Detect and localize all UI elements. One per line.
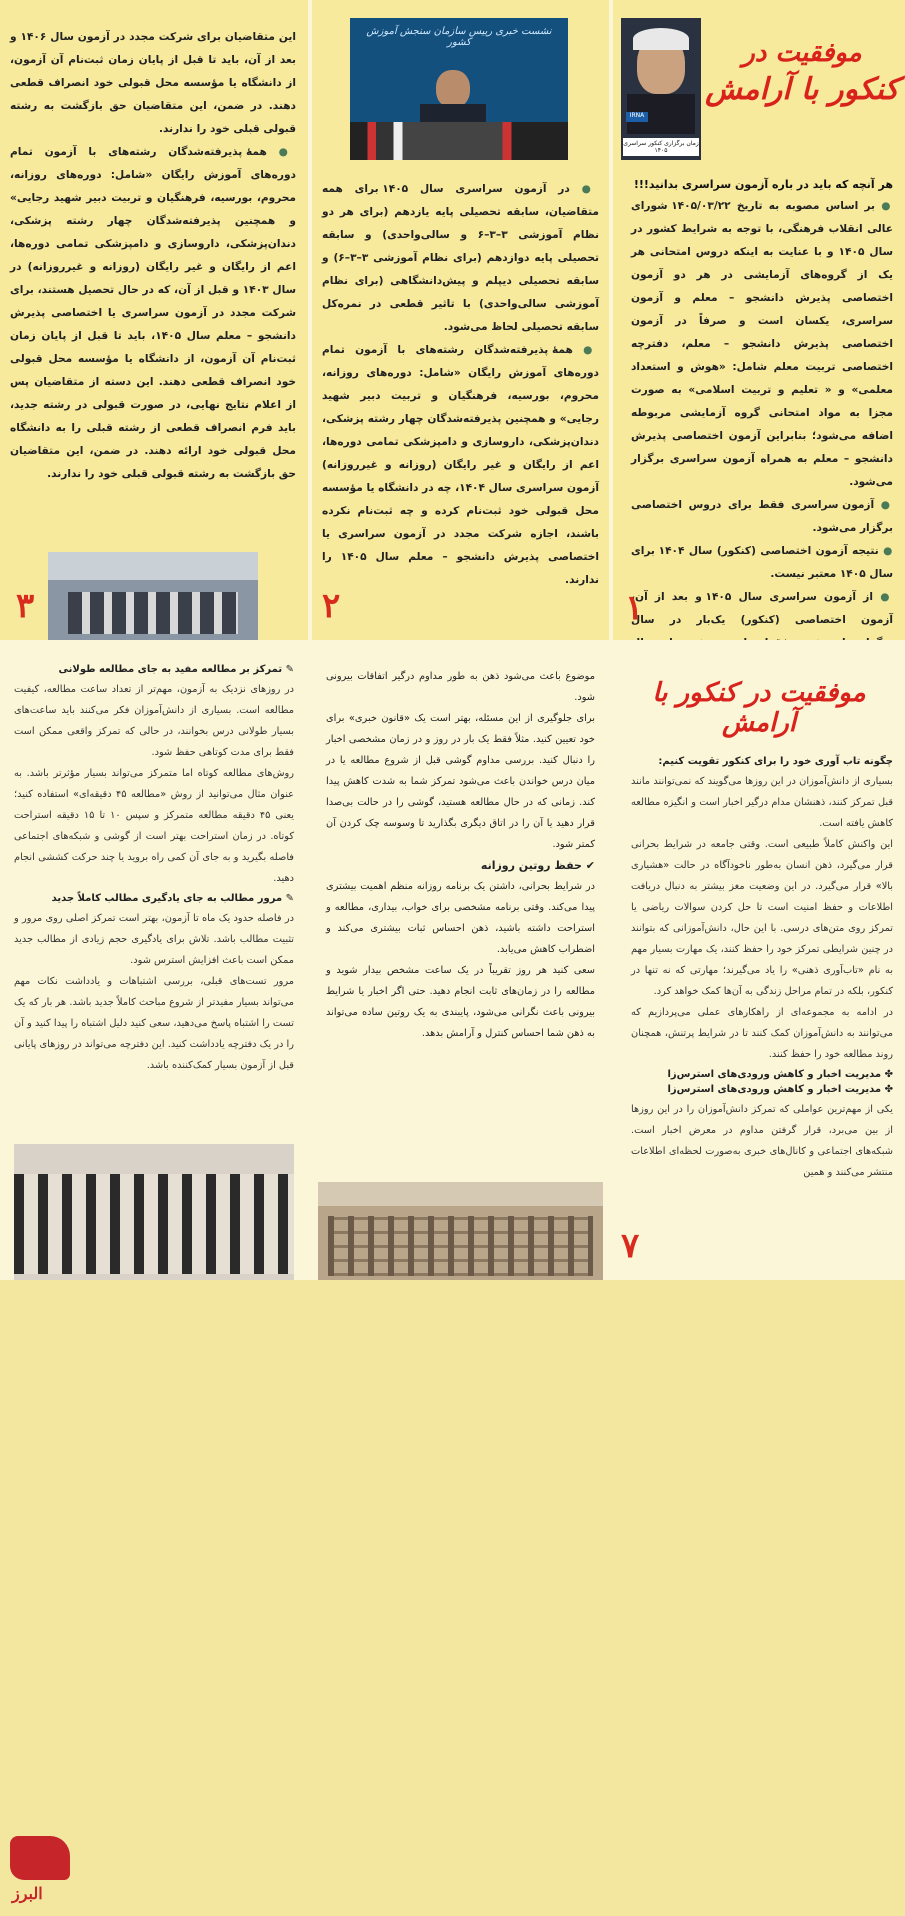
- paragraph: ● نتیجه آزمون اختصاصی (کنکور) سال ۱۴۰۴ برای سال ۱۴۰۵ معتبر نیست.: [631, 545, 894, 580]
- title-line-1: موفقیت در: [742, 38, 862, 68]
- section-heading: ✎ تمرکز بر مطالعه مفید به جای مطالعه طولانی: [58, 664, 294, 675]
- desk-rows: [328, 1216, 593, 1276]
- paragraph: برای جلوگیری از این مسئله، بهتر است یک «قانون خبری» برای خود تعیین کنید. مثلاً فقط یک بار در روز و در زمان مشخصی اخبار را دنبال کنید. بررسی مداوم گوشی قبل از شروع مطالعه یا در میان درس خواندن باعث می‌شود تمرکز شما به شدت کاهش پیدا کند. زمانی که در حال مطالعه هستید، گوشی را در حالت بی‌صدا قرار دهید یا آن را در اتاق دیگری بگذارید تا وسوسه چک کردن آن کمتر شود.: [326, 713, 595, 850]
- paragraph: ● همهٔ پذیرفته‌شدگان رشته‌های با آزمون تمام دوره‌های آموزش رایگان «شامل: دوره‌های روزانه، محروم، بورسیه، فرهنگیان و تربیت دبیر شهید رجایی» و همچنین پذیرفته‌شدگان چهار رشته پزشکی، دندان‌پزشکی، داروسازی و دامپزشکی تمامی دوره‌ها، اعم از رایگان و غیر رایگان (روزانه و غیرروزانه) در سال ۱۴۰۳ و قبل از آن، که در حال تحصیل هستند، برای شرکت مجدد در آزمون سراسری یا اختصاصی پذیرش دانشجو – معلم سال ۱۴۰۵، باید تا قبل از پایان زمان ثبت‌نام آن آزمون، از دانشگاه یا مؤسسه محل قبولی خود انصراف قطعی دهند. این دسته از متقاضیان پس از اعلام نتایج نهایی، در صورت قبولی در رشته جدید، باید فرم انصراف قطعی از رشته قبلی را به دانشگاه محل قبولی خود ارائه دهند. در ضمن، این متقاضیان حق بازگشت به رشته قبولی قبلی خود را ندارند.: [10, 146, 296, 480]
- paragraph: ● همهٔ پذیرفته‌شدگان رشته‌های با آزمون تمام دوره‌های آموزش رایگان «شامل: دوره‌های روزانه، محروم، بورسیه، فرهنگیان و تربیت دبیر شهید رجایی» و همچنین پذیرفته‌شدگان چهار رشته پزشکی، دندان‌پزشکی، داروسازی و دامپزشکی تمامی دوره‌ها، اعم از رایگان و غیر رایگان (روزانه و غیرروزانه) آزمون سراسری سال ۱۴۰۴، چه در دانشگاه یا مؤسسه محل قبولی خود ثبت‌نام کرده و چه ثبت‌نام نکرده باشند، اجازه شرکت مجدد در آزمون سراسری یا اختصاصی پذیرش دانشجو – معلم سال ۱۴۰۵ را ندارند.: [322, 344, 600, 586]
- hall-ceiling: [48, 552, 258, 580]
- paragraph: ● در آزمون سراسری سال ۱۴۰۵ برای همه متقاضیان، سابقه تحصیلی پایه یازدهم (برای هر دو نظام آموزشی ۳–۳–۶ و سالی‌واحدی) و سابقه تحصیلی پایه دوازدهم (برای نظام آموزشی ۳–۳–۶) و سابقه تحصیلی دیپلم و پیش‌دانشگاهی (برای نظام آموزشی سالی‌واحدی) با تاثیر قطعی در نمره‌کل سابقه تحصیلی لحاظ می‌شود.: [322, 183, 599, 333]
- hall-wall: [318, 1182, 603, 1206]
- students-exam-photo: [14, 1144, 294, 1280]
- poster-caption: زمان برگزاری کنکور سراسری ۱۴۰۵: [623, 140, 699, 154]
- column-5: [312, 646, 609, 1280]
- paragraph: این واکنش کاملاً طبیعی است. وقتی جامعه در شرایط بحرانی قرار می‌گیرد، ذهن انسان به‌طور ناخودآگاه در حالت «هشیاری بالا» قرار می‌گیرد. در این وضعیت مغز بیشتر به دنبال دریافت اطلاعات و حفظ امنیت است تا حل کردن سوالات ریاضی یا تمرکز روی متن‌های درسی. با این حال، دانش‌آموزانی که بتوانند در چنین شرایطی تمرکز خود را حفظ کنند، یک مهارت بسیار مهم به نام «تاب‌آوری ذهنی» را یاد می‌گیرند؛ مهارتی که نه تنها در کنکور، بلکه در تمام مراحل زندگی به آن‌ها کمک خواهد کرد.: [631, 839, 893, 997]
- paragraph: سعی کنید هر روز تقریباً در یک ساعت مشخص بیدار شوید و مطالعه را در زمان‌های ثابت انجام دهید. حتی اگر اخبار یا شرایط بیرونی باعث نگرانی می‌شود، پایبندی به یک روتین ساده می‌تواند به ذهن شما احساس کنترل و آرامش بدهد.: [326, 965, 595, 1039]
- paragraph: روش‌های مطالعه کوتاه اما متمرکز می‌تواند بسیار مؤثرتر باشد. به عنوان مثال می‌توانید از روش «مطالعه ۴۵ دقیقه‌ای» استفاده کنید؛ یعنی ۴۵ دقیقه مطالعه متمرکز و سپس ۱۰ تا ۱۵ دقیقه استراحت کوتاه. در زمان استراحت بهتر است از گوشی و شبکه‌های اجتماعی فاصله بگیرید و به جای آن کمی راه بروید یا چند حرکت کششی انجام دهید.: [14, 768, 295, 884]
- exam-hall-photo-2: [318, 1182, 603, 1280]
- page-number: ۲: [322, 586, 341, 626]
- bullet-item: ✤ مدیریت اخبار و کاهش ورودی‌های استرس‌زا: [667, 1069, 893, 1080]
- divider: [308, 0, 312, 640]
- irna-badge: IRNA: [626, 112, 648, 122]
- paragraph: بسیاری از دانش‌آموزان در این روزها می‌گویند که نمی‌توانند مانند قبل تمرکز کنند، ذهنشان مدام درگیر اخبار است و انگیزه مطالعه کاهش یافته است.: [631, 776, 893, 829]
- paragraph: در فاصله حدود یک ماه تا آزمون، بهتر است تمرکز اصلی روی مرور و تثبیت مطالب باشد. تلاش برای یادگیری حجم زیادی از مطالب جدید ممکن است باعث افزایش استرس شود.: [14, 913, 294, 966]
- column-2: [312, 0, 609, 640]
- hair-shape: [633, 28, 689, 50]
- paragraph: در شرایط بحرانی، داشتن یک برنامه روزانه منظم اهمیت بیشتری پیدا می‌کند. وقتی برنامه مشخصی برای خواب، بیداری، مطالعه و استراحت داشته باشید، ذهن احساس ثبات بیشتری می‌کند و اضطراب کاهش می‌یابد.: [326, 881, 595, 955]
- divider: [609, 0, 613, 640]
- paragraph: مرور تست‌های قبلی، بررسی اشتباهات و یادداشت نکات مهم می‌تواند بسیار مفیدتر از شروع مباحث کاملاً جدید باشد. هر بار که یک تست را اشتباه پاسخ می‌دهید، سعی کنید دلیل اشتباه را پیدا کنید و آن را در یک دفترچه یادداشت کنید. این دفترچه می‌تواند در روزهای پایانی قبل از آزمون بسیار کمک‌کننده باشد.: [14, 976, 294, 1071]
- press-photo: [350, 18, 568, 160]
- students-rows: [14, 1174, 294, 1274]
- banner-text: نشست خبری رییس سازمان سنجش آموزش کشور: [366, 26, 552, 48]
- headline: هر آنچه که باید در باره آزمون سراسری بدانید!!!: [633, 178, 893, 191]
- paragraph: ● بر اساس مصوبه به تاریخ ۱۴۰۵/۰۳/۲۲ شورای عالی انقلاب فرهنگی، با توجه به شرایط کشور در سال ۱۴۰۵ و با عنایت به اینکه دروس امتحانی هر یک از گروه‌های آزمایشی در هر دو آزمون اختصاصی پذیرش دانشجو – معلم و آزمون سراسری، یکسان است و صرفاً در آزمون اختصاصی پذیرش دانشجو – معلم، دفترچه اختصاصی تربیت معلم شامل: «هوش و استعداد معلمی» و « تعلیم و تربیت اسلامی» به صورت مجزا به مواد امتحانی گروه آزمایشی مربوطه اضافه می‌شود؛ بنابراین آزمون اختصاصی پذیرش دانشجو – معلم به همراه آزمون سراسری برگزار می‌شود.: [631, 200, 894, 488]
- section-heading: ✔ حفظ روتین روزانه: [480, 859, 595, 872]
- column-3: [0, 0, 308, 640]
- column-6: [0, 646, 308, 1903]
- subtitle: چگونه تاب آوری خود را برای کنکور تقویت کنیم:: [658, 756, 893, 767]
- paragraph: یکی از مهم‌ترین عواملی که تمرکز دانش‌آموزان را در این روزها از بین می‌برد، قرار گرفتن مداوم در معرض اخبار است. شبکه‌های اجتماعی و کانال‌های خبری به‌صورت لحظه‌ای اطلاعات منتشر می‌کنند و همین: [631, 1104, 893, 1178]
- page-number: ۷: [621, 1226, 640, 1266]
- paragraph: این متقاضیان برای شرکت مجدد در آزمون سال ۱۴۰۶ و بعد از آن، باید تا قبل از پایان زمان ثبت‌نام آن آزمون، از دانشگاه یا مؤسسه محل قبولی خود انصراف قطعی دهند. در ضمن، این متقاضیان حق بازگشت به رشته قبولی قبلی خود را ندارند.: [10, 31, 296, 135]
- microphones: [350, 122, 568, 160]
- paragraph: در ادامه به مجموعه‌ای از راهکارهای عملی می‌پردازیم که می‌توانند به دانش‌آموزان کمک کنند تا در شرایط پرتنش، همچنان روند مطالعه خود را حفظ کنند.: [631, 1007, 893, 1060]
- paragraph: در روزهای نزدیک به آزمون، مهم‌تر از تعداد ساعت مطالعه، کیفیت مطالعه است. بسیاری از دانش‌آموزان فکر می‌کنند باید ساعت‌های بسیار طولانی درس بخوانند، در حالی که تمرکز واقعی ممکن است فقط برای مدت کوتاهی حفظ شود.: [14, 684, 294, 758]
- exam-hall-photo: [48, 552, 258, 640]
- page-title: [705, 38, 899, 107]
- column-1: [613, 0, 905, 640]
- section-title: موفقیت در کنکور با آرامش: [652, 678, 866, 738]
- paragraph: موضوع باعث می‌شود ذهن به طور مداوم درگیر اتفاقات بیرونی شود.: [326, 671, 595, 703]
- title-line-2: کنکور با آرامش: [705, 72, 899, 107]
- poster-photo: [621, 18, 701, 160]
- page-number: ۳: [16, 586, 35, 626]
- logo-mark: [10, 1836, 70, 1880]
- section-heading: ✎ مرور مطالب به جای یادگیری مطالب کاملاً جدید: [51, 893, 294, 904]
- column-4: [613, 646, 905, 1280]
- paragraph: ● از آزمون سراسری سال ۱۴۰۵ و بعد از آن، آزمون اختصاصی (کنکور) یک‌بار در سال: [631, 591, 893, 626]
- page-number: ۱: [625, 588, 644, 628]
- speaker-head: [436, 70, 470, 108]
- students-rows: [68, 592, 238, 634]
- bullet-item: ✤ مدیریت اخبار و کاهش ورودی‌های استرس‌زا: [667, 1084, 893, 1095]
- divider: [609, 646, 613, 1280]
- logo-text: البرز: [12, 1884, 43, 1903]
- paragraph: ● آزمون سراسری فقط برای دروس اختصاصی برگزار می‌شود.: [631, 499, 893, 534]
- publisher-logo: [10, 1836, 80, 1916]
- divider: [308, 646, 312, 1280]
